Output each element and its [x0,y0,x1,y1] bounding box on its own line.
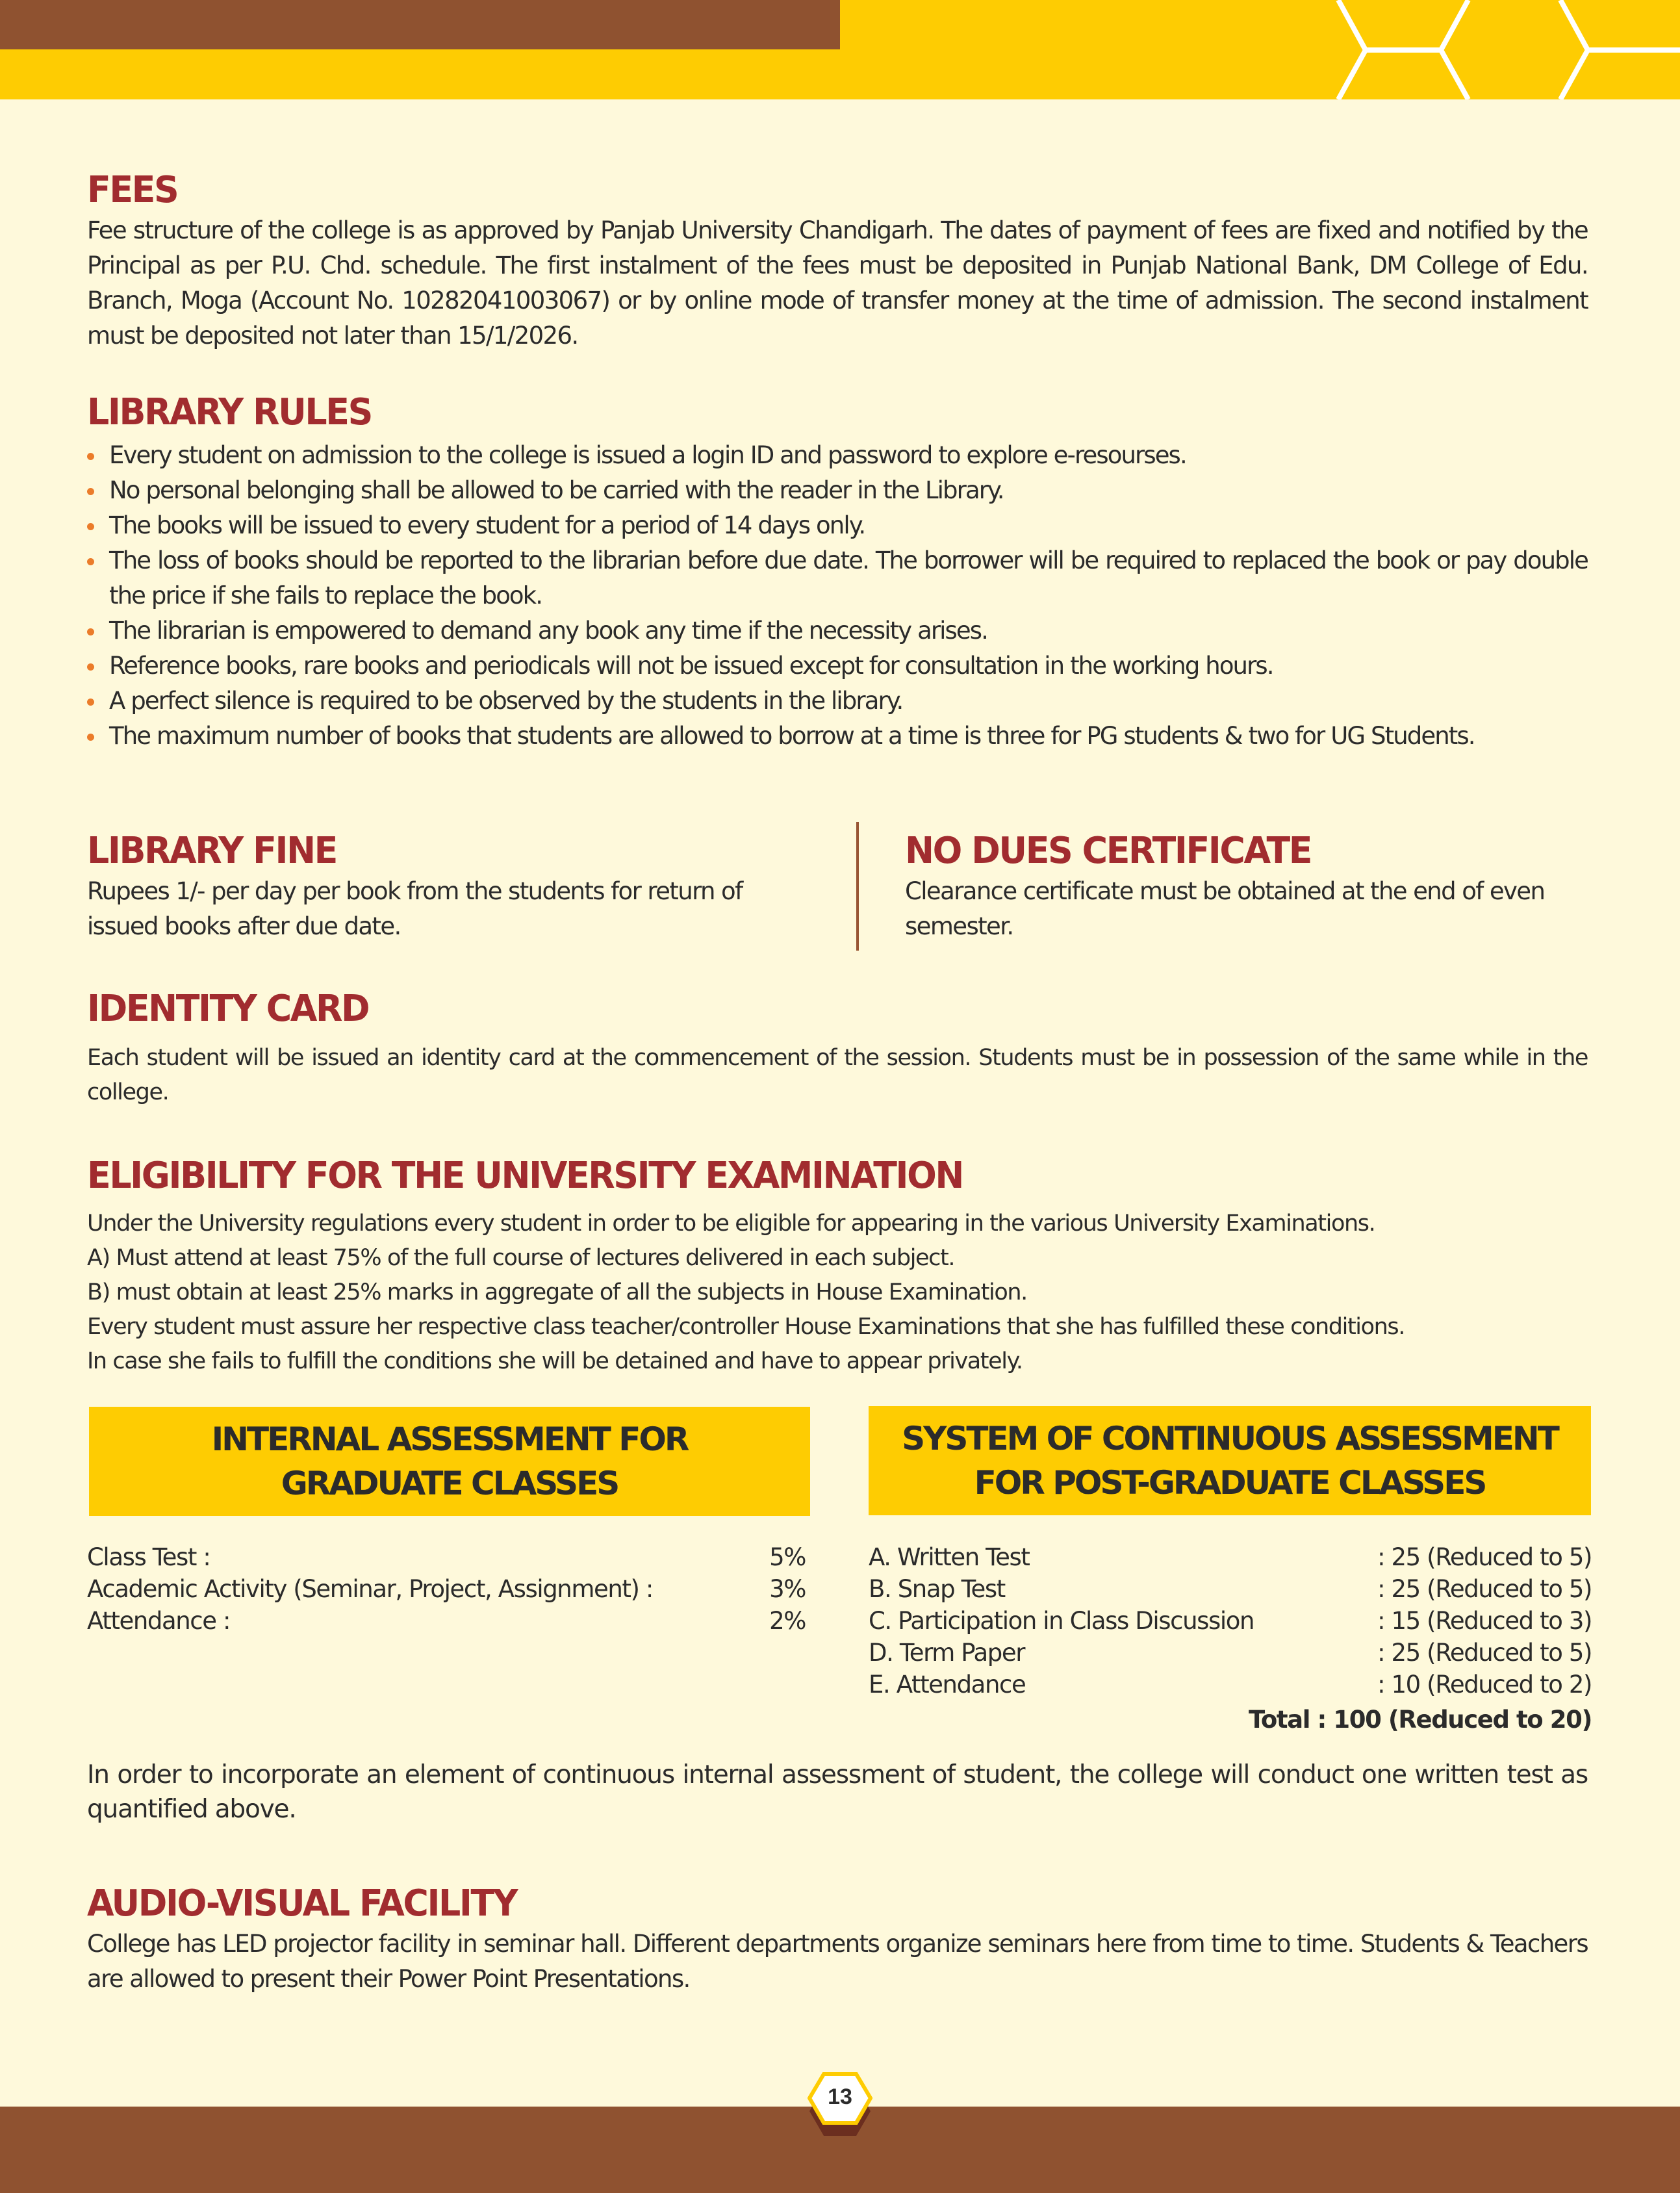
table-row: B. Snap Test : 25 (Reduced to 5) [869,1575,1592,1603]
honeycomb-decoration [1299,0,1680,99]
internal-assessment-title: INTERNAL ASSESSMENT FOR GRADUATE CLASSES [211,1420,688,1502]
library-rules-heading: LIBRARY RULES [87,391,372,433]
library-rules-section [87,390,1588,754]
list-item: A perfect silence is required to be observed by the students in the library. [87,684,1588,719]
identity-card-section [87,986,1588,1110]
no-dues-heading: NO DUES CERTIFICATE [905,830,1312,872]
table-row: D. Term Paper : 25 (Reduced to 5) [869,1639,1592,1667]
internal-assessment-title-box [89,1407,810,1516]
continuous-assessment-table [869,1541,1592,1739]
list-item: The maximum number of books that students are allowed to borrow at a time is three for PG students & two for UG Students. [87,719,1588,754]
table-row: C. Participation in Class Discussion : 15 (Reduced to 3) [869,1607,1592,1635]
honeycomb-line [1441,0,1468,99]
fees-heading: FEES [87,169,178,211]
bullet-icon [87,523,94,530]
bullet-icon [87,488,94,495]
list-item: The librarian is empowered to demand any book any time if the necessity arises. [87,613,1588,648]
eligibility-heading: ELIGIBILITY FOR THE UNIVERSITY EXAMINATION [87,1155,963,1197]
column-divider [856,822,859,951]
eligibility-section [87,1153,1588,1379]
list-item: No personal belonging shall be allowed to be carried with the reader in the Library. [87,473,1588,508]
assessment-note-section [87,1758,1588,1827]
eligibility-line: Under the University regulations every student in order to be eligible for appearing in the various University Examinations. [87,1211,1375,1237]
fees-section [87,168,1588,353]
eligibility-line: Every student must assure her respective class teacher/controller House Examinations that she has fulfilled these conditions. [87,1314,1405,1340]
list-item: Reference books, rare books and periodicals will not be issued except for consultation in the working hours. [87,648,1588,684]
bullet-icon [87,734,94,741]
continuous-assessment-title: SYSTEM OF CONTINUOUS ASSESSMENT FOR POST-GRADUATE CLASSES [902,1420,1558,1502]
table-row: Attendance : 2% [87,1607,806,1635]
table-row: Academic Activity (Seminar, Project, Assignment) : 3% [87,1575,806,1603]
bullet-icon [87,699,94,706]
continuous-assessment-title-box [869,1406,1591,1515]
bullet-icon [87,558,94,565]
assessment-note: In order to incorporate an element of continuous internal assessment of student, the college will conduct one written test as quantified above. [87,1760,1588,1824]
library-fine-body: Rupees 1/- per day per book from the students for return of issued books after due date. [87,877,743,940]
table-row: Class Test : 5% [87,1543,806,1571]
bullet-icon [87,453,94,460]
no-dues-body: Clearance certificate must be obtained at the end of even semester. [905,877,1545,940]
header-brown-bar [0,0,840,49]
identity-card-body: Each student will be issued an identity card at the commencement of the session. Students must be in possession of the same while in the college. [87,1045,1588,1105]
list-item: The books will be issued to every student for a period of 14 days only. [87,508,1588,543]
eligibility-lines [87,1207,1588,1379]
continuous-assessment-total: Total : 100 (Reduced to 20) [1248,1706,1592,1734]
identity-card-heading: IDENTITY CARD [87,988,369,1030]
library-rules-list [87,438,1588,754]
table-row: A. Written Test : 25 (Reduced to 5) [869,1543,1592,1571]
library-fine-section [87,828,815,944]
eligibility-line: A) Must attend at least 75% of the full course of lectures delivered in each subject. [87,1245,955,1271]
bullet-icon [87,663,94,671]
honeycomb-line [1338,0,1366,99]
library-fine-heading: LIBRARY FINE [87,830,337,872]
no-dues-section [905,828,1581,944]
fees-body: Fee structure of the college is as approved by Panjab University Chandigarh. The dates of payment of fees are fixed and notified by the Principal as per P.U. Chd. schedule. The first instalment of the fees must be deposited in Punjab National Bank, DM College of Edu. Branch, Moga (Account No. 10282041003067) or by online mode of transfer money at the time of admission. The second instalment must be deposited not later than 15/1/2026. [87,216,1588,350]
table-row: E. Attendance : 10 (Reduced to 2) [869,1671,1592,1699]
audio-visual-heading: AUDIO-VISUAL FACILITY [87,1882,517,1925]
list-item: Every student on admission to the college is issued a login ID and password to explore e-resourses. [87,438,1588,473]
audio-visual-section [87,1881,1588,1997]
honeycomb-line [1560,0,1588,99]
bullet-icon [87,628,94,635]
internal-assessment-table [87,1541,806,1637]
eligibility-line: In case she fails to fulfill the conditions she will be detained and have to appear privately. [87,1348,1023,1374]
audio-visual-body: College has LED projector facility in seminar hall. Different departments organize seminars here from time to time. Students & Teachers are allowed to present their Power Point Presentations. [87,1930,1588,1993]
eligibility-line: B) must obtain at least 25% marks in aggregate of all the subjects in House Examination. [87,1279,1027,1305]
page-number: 13 [828,2084,852,2109]
list-item: The loss of books should be reported to the librarian before due date. The borrower will be required to replaced the book or pay double the price if she fails to replace the book. [87,543,1588,613]
